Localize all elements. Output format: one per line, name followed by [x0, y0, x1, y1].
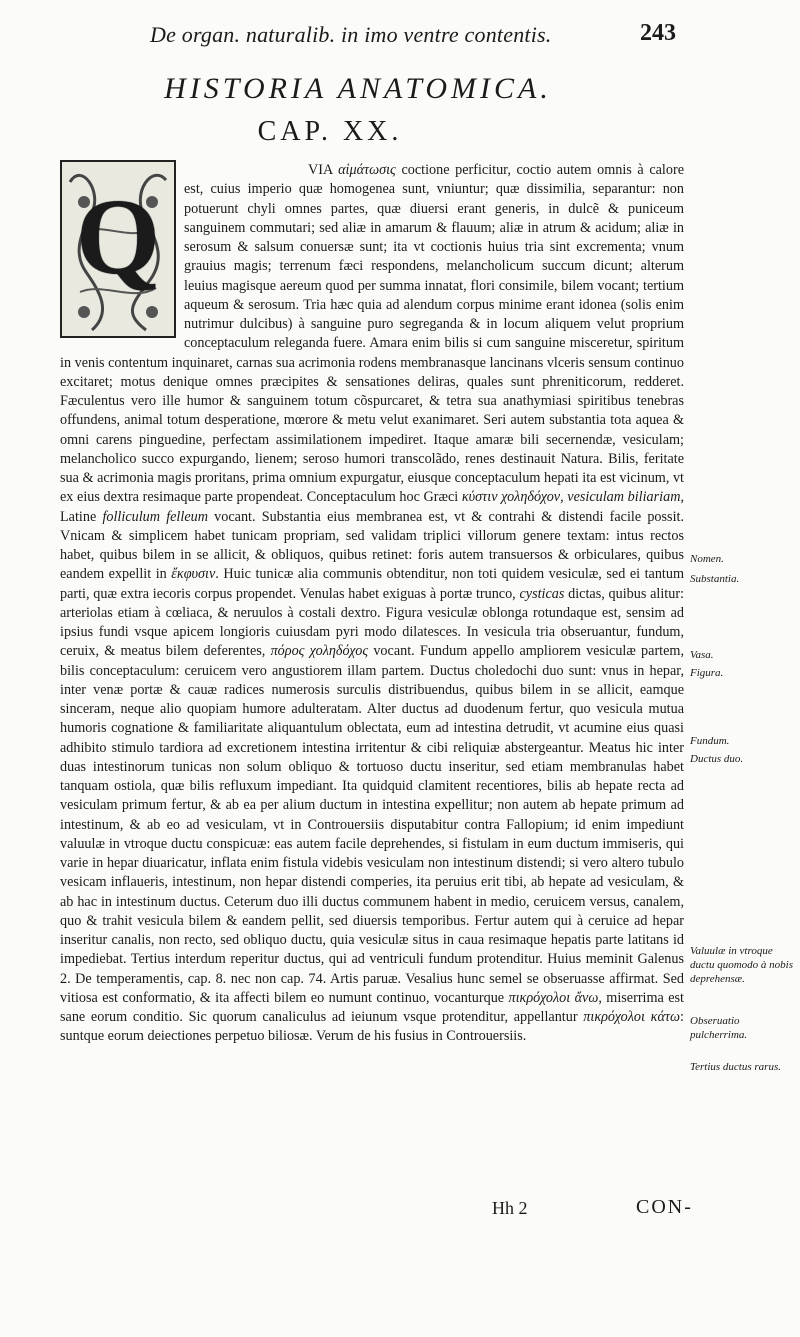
page-number: 243 — [640, 20, 676, 46]
text-segment: dictas, quibus alitur: arteriolas etiam à cœliaca, & neruulos à costali dextro. Figura vesiculæ oblonga rotundaque est, sensim ad ipsius fundi vsque apicem longioris cuiusdam pyri modo dilatesces. In vesicula tria obseruantur, fundum, ceruix, & meatus bilem deferentes, — [60, 585, 684, 660]
margin-note-tertius-ductus: Tertius ductus rarus. — [690, 1061, 781, 1073]
greek-term: ἔκφυσιν — [171, 566, 216, 583]
text-segment: coctione perficitur, coctio autem omnis à calore est, cuius imperio quæ homogenea sunt, vniuntur; quæ dissimilia, separantur: non potuerunt chyli omnes partes, quæ diuersi erant generis, in dulcẽ & puniceum sanguinem commutari; sed aliæ in amarum & flauum; aliæ in atrum & acidum; aliæ in serosum & salsum conuersæ sunt; ita vt coctionis huius tria sint excrementa; vnum grauius magis; terrenum fæci respondens, melancholicum succum dicunt; alterum leuius magisque aereum quod per summa innatat, flori consimile, bilem vocant; tertium aqueum & serosum. Tria hæc quia ad alendum corpus minime erant idonea (solis enim nutrimur dulcibus) à sanguine puro segreganda & in locum aliquem velut proprium conceptaculum releganda fuere. Amara enim bilis si cum sanguine misceretur, spiritum in venis contentum inquinaret, carnas sua acrimonia rodens membranasque lancinans vlceris sensum continuo excitaret; motus denique omnes præcipites & sensationes deliras, quales sunt phreniticorum, redderet. Fæculentus vero ille humor & sanguinem totum cõspurcaret, & tetra sua anathymiasi spiritibus tenebras offundens, animal totum desperatione, mœrore & metu velut exanimaret. Seri autem substantia tota aquea & omni carens pinguedine, perfectam assimilationem impediret. Itaque amaræ bili secernendæ, vesiculam; melancholico succo expurgando, lienem; seroso humori transcolãdo, renes destinauit Natura. Bilis, feritate sua & acrimonia magis proritans, prima omnium expurgatur, eiusque conceptaculum hepati ita est vicinum, vt ex eius dextra resimaque parte propendeat. Conceptaculum hoc Græci — [60, 162, 684, 506]
latin-term: cysticas — [519, 585, 565, 602]
margin-note-valuulae: Valuulæ in vtroque ductu quomodo à nobis deprehensæ. — [690, 945, 793, 985]
margin-note-nomen: Nomen. — [690, 553, 724, 565]
running-head: De organ. naturalib. in imo ventre contentis. — [150, 22, 552, 47]
page-title: HISTORIA ANATOMICA. — [164, 72, 552, 105]
margin-note-ductus-duo: Ductus duo. — [690, 753, 744, 765]
text-segment: . Huic tunicæ alia communis obtenditur, non toti quidem vesiculæ, sed ei tantum parti, quæ extra iecoris corpus propendet. Venulas habet exiguas à portæ trunco, — [60, 566, 684, 602]
text-segment: , miserrima est sane eorum conditio. Sic quorum canaliculus ad ieiunum vsque protenditur, appellantur — [60, 989, 684, 1025]
text-segment: vocant. Substantia eius membranea est, vt & contrahi & distendi facile possit. Vnicam & simplicem habet tunicam propriam, sed validam triplici villorum genere textam: intus rectos habet, quibus bilem in se allicit, & obliquos, quibus retinet: foris autem transuersos & orbiculares, quibus eandem expellit in — [60, 508, 684, 583]
catchword: CON- — [636, 1196, 693, 1218]
text-segment: VIA — [308, 162, 339, 178]
text-segment: Latine — [60, 508, 103, 525]
margin-note-obseruatio: Obseruatio pulcherrima. — [690, 1015, 748, 1041]
margin-note-vasa: Vasa. — [690, 649, 714, 661]
greek-term: πόρος χοληδόχος — [270, 643, 369, 660]
initial-letter: Q — [75, 178, 160, 297]
signature-mark: Hh 2 — [492, 1198, 528, 1218]
chapter-heading: CAP. XX. — [257, 116, 403, 147]
greek-term: αἱμάτωσις — [338, 162, 396, 178]
greek-term: πικρόχολοι κάτω — [583, 1009, 681, 1025]
text-segment: vocant. Fundum appello ampliorem vesiculæ partem, bilis conceptaculum: ceruicem vero angustiorem illam partem. Ductus choledochi duo sunt: vnus in hepar, inter venæ portæ & cauæ radices numerosis surculis distribuendus, quibus bilem in se allicit, eamque sinceram, neque alio quopiam humore adulteratam. Alter ductus ad duodenum fertur, quo vesicula mutua humoris cognatione & familiaritate aliquantulum oblectata, eum ad intestina detrudit, vt acumine eius quasi adhibito stimulo tardiora ad excretionem intestina irritentur & cibi reliquiæ abstergeantur. Meatus hic inter duas intestinorum tunicas non solum obliquo & tortuoso ductu inseritur, sed etiam membranulas habet tanquam ostiola, quæ bilis refluxum impediant. Ita quidquid clamitent recentiores, bilis ab hepate recta ad vesiculam primum fertur, & ab ea per alium ductum in intestina expellitur; non autem ab hepate primum ad intestinum, & ab eo ad vesiculam, vt in Controuersiis disputabitur contra Fallopium; id enim impediunt valuulæ in vtroque ductu conspicuæ: eas autem facile deprehendes, si fistulam in eum ductum immiseris, qui varie in hepar diuaricatur, inflata enim fistula videbis vesiculam non intestinum distendi; si vero altero tubulo vesicam inflaueris, intestinum, non hepar distendi comperies, ita peruius erit tibi, ab hepate ad vesiculam, & ab hac in intestinum ductus. Ceterum duo illi ductus communem habent in medio, ceruicem versus, canalem, quo & trahit vesicula bilem & eandem pellit, sed diuersis temporibus. Fertur autem qui à ceruice ad hepar inseritur canalis, non recto, sed obliquo ductu, quia vesiculæ situs in caua resimaque hepatis parte latitans id impediebat. Tertius interdum reperitur ductus, qui ad ventriculi fundum protenditur. Huius meminit Galenus 2. De temperamentis, cap. 8. nec non cap. 74. Artis paruæ. Vesalius hunc semel se obseruasse affirmat. Sed vitiosa est conformatio, & ita affecti bilem eo numunt continuo, vocanturque — [60, 643, 684, 1006]
greek-term: πικρόχολοι ἄνω — [508, 989, 599, 1006]
greek-term: κύστιν χοληδόχον, vesiculam biliariam, — [461, 489, 685, 506]
margin-note-fundum: Fundum. — [690, 735, 730, 747]
body-text — [60, 161, 684, 1047]
margin-note-figura: Figura. — [690, 667, 724, 679]
margin-note-substantia: Substantia. — [690, 573, 740, 585]
latin-term: folliculum felleum — [102, 508, 208, 525]
text-segment: : suntque eorum deiectiones perpetuo biliosæ. Verum de his fusius in Controuersiis. — [60, 1009, 684, 1045]
